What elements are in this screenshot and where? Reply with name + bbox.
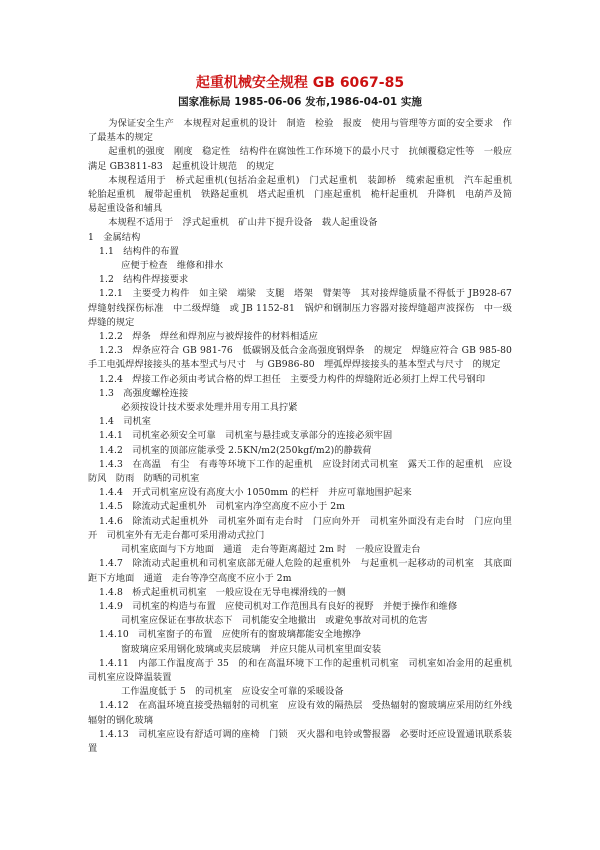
paragraph: 1.4.1 司机室必须安全可靠 司机室与悬挂或支承部分的连接必须牢固	[99, 430, 393, 442]
paragraph: 司机室应保证在事故状态下 司机能安全地撤出 或避免事故对司机的危害	[121, 615, 428, 627]
paragraph: 1.2.2 焊条 焊丝和焊剂应与被焊接件的材料相适应	[99, 331, 318, 343]
paragraph: 本规程不适用于 浮式起重机 矿山井下提升设备 载人起重设备	[108, 217, 378, 229]
paragraph: 窗玻璃应采用钢化玻璃或夹层玻璃 并应只能从司机室里面安装	[121, 643, 382, 655]
paragraph: 1.4.5 除流动式起重机外 司机室内净空高度不应小于 2m	[99, 501, 346, 513]
paragraph: 1.4.11 内部工作温度高于 35 的和在高温环境下工作的起重机司机室 司机室如冶金用的起重机司机室应设降温装置	[88, 657, 512, 683]
document-body	[88, 117, 522, 756]
paragraph: 1.4 司机室	[99, 416, 152, 428]
document-subtitle: 国家准标局 1985-06-06 发布,1986-04-01 实施	[178, 96, 422, 108]
paragraph: 1.1 结构件的布置	[99, 245, 179, 257]
paragraph: 1.4.13 司机室应设有舒适可调的座椅 门锁 灭火器和电铃或警报器 必要时还应设置通讯联系装置	[88, 728, 512, 754]
paragraph: 必须按设计技术要求处理并用专用工具拧紧	[121, 402, 298, 414]
paragraph: 为保证安全生产 本规程对起重机的设计 制造 检验 报废 使用与管理等方面的安全要求 作了最基本的规定	[88, 118, 512, 144]
paragraph: 1.4.6 除流动式起重机外 司机室外面有走台时 门应向外开 司机室外面没有走台时 门应向里开 司机室外有无走台都可采用滑动式拉门	[88, 515, 512, 541]
paragraph: 1.4.10 司机室窗子的布置 应使所有的窗玻璃都能安全地擦净	[99, 629, 362, 641]
paragraph: 1.4.7 除流动式起重机和司机室底部无碰人危险的起重机外 与起重机一起移动的司机室 其底面距下方地面 通道 走台等净空高度不应小于 2m	[88, 558, 512, 584]
paragraph: 工作温度低于 5 的司机室 应设安全可靠的采暖设备	[121, 686, 344, 698]
paragraph: 1 金属结构	[88, 231, 141, 243]
paragraph: 1.4.9 司机室的构造与布置 应使司机对工作范围具有良好的视野 并便于操作和维修	[99, 600, 458, 612]
paragraph: 1.4.8 桥式起重机司机室 一般应设在无导电裸滑线的一侧	[99, 586, 346, 598]
paragraph: 1.4.2 司机室的顶部应能承受 2.5KN/m2(250kgf/m2)的静载荷	[99, 444, 372, 456]
paragraph: 本规程适用于 桥式起重机(包括冶金起重机) 门式起重机 装卸桥 缆索起重机 汽车起重机 轮胎起重机 履带起重机 铁路起重机 塔式起重机 门座起重机 桅杆起重机 升降机 电葫芦及简易起重设备和辅具	[88, 174, 522, 215]
paragraph: 司机室底面与下方地面 通道 走台等距离超过 2m 时 一般应设置走台	[121, 544, 421, 556]
paragraph: 应便于检查 维修和排水	[121, 260, 224, 272]
paragraph: 1.2.3 焊条应符合 GB 981-76 低碳钢及低合金高强度钢焊条 的规定 焊缝应符合 GB 985-80 手工电弧焊焊接接头的基本型式与尺寸 与 GB986-80 埋弧焊焊接接头的基本型式与尺寸 的规定	[88, 345, 522, 371]
paragraph: 1.4.4 开式司机室应设有高度大小 1050mm 的栏杆 并应可靠地围护起来	[99, 487, 412, 499]
paragraph: 1.4.12 在高温环境直接受热辐射的司机室 应设有效的隔热层 受热辐射的窗玻璃应采用防红外线辐射的钢化玻璃	[88, 700, 512, 726]
paragraph: 1.2.1 主要受力构件 如主梁 端梁 支腿 塔架 臂架等 其对接焊缝质量不得低于 JB928-67 焊缝射线探伤标准 中二级焊缝 或 JB 1152-81 锅炉和钢制压力容器对接焊缝超声波探伤 中一级焊缝的规定	[88, 288, 522, 328]
document-title: 起重机械安全规程 GB 6067-85	[195, 75, 405, 91]
paragraph: 1.3 高强度螺栓连接	[99, 387, 189, 399]
paragraph: 1.2.4 焊接工作必须由考试合格的焊工担任 主要受力构件的焊缝附近必须打上焊工代号钢印	[99, 373, 486, 385]
paragraph: 1.4.3 在高温 有尘 有毒等环境下工作的起重机 应设封闭式司机室 露天工作的起重机 应设防风 防雨 防晒的司机室	[88, 458, 512, 485]
paragraph: 1.2 结构件焊接要求	[99, 274, 189, 286]
paragraph: 起重机的强度 刚度 稳定性 结构件在腐蚀性工作环境下的最小尺寸 抗倾覆稳定性等 一般应满足 GB3811-83 起重机设计规范 的规定	[88, 146, 512, 172]
